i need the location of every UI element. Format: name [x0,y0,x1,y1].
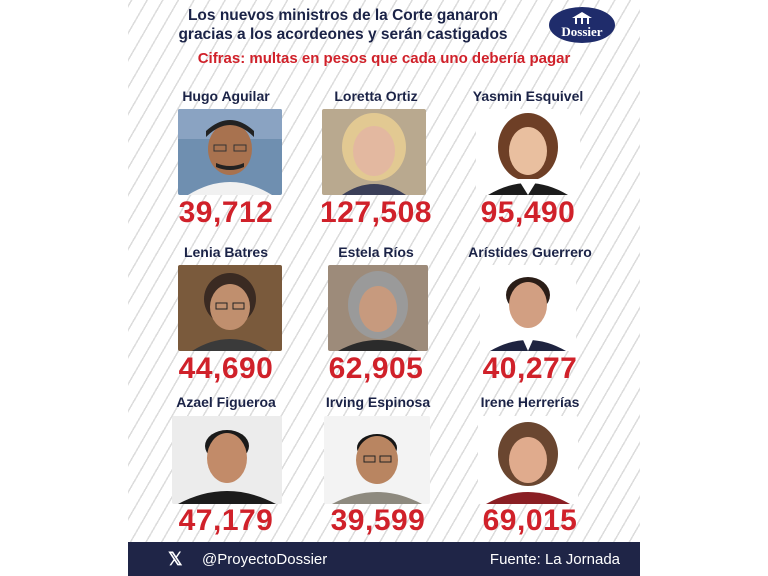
minister-photo [480,265,576,351]
title-line-1: Los nuevos ministros de la Corte ganaron [187,7,499,24]
minister-name: Hugo Aguilar [182,88,270,104]
minister-photo [178,109,282,195]
minister-photo [178,265,282,351]
minister-name: Yasmin Esquivel [472,88,584,104]
fine-amount: 69,015 [482,504,578,537]
logo-text: Dossier [561,24,603,39]
minister-card [296,244,456,394]
minister-card [146,244,306,394]
minister-photo [172,416,282,504]
dossier-logo [548,6,616,44]
minister-name: Azael Figueroa [176,394,276,410]
minister-card [146,394,306,542]
minister-card [146,88,306,238]
minister-card [448,88,608,238]
fine-amount: 40,277 [482,352,578,385]
fine-amount: 39,712 [178,196,274,229]
source-credit: Fuente: La Jornada [489,551,620,568]
fine-amount: 95,490 [480,196,576,229]
minister-name: Irene Herrerías [480,394,580,410]
minister-card [298,394,458,542]
fine-amount: 127,508 [320,196,432,229]
fine-amount: 44,690 [178,352,274,385]
minister-name: Arístides Guerrero [468,244,592,260]
fine-amount: 62,905 [328,352,424,385]
minister-photo [476,109,580,195]
infographic-card [128,0,640,576]
social-handle: @ProyectoDossier [202,551,328,568]
fine-amount: 47,179 [178,504,274,537]
title-line-2: gracias a los acordeones y serán castigados [178,26,508,43]
minister-photo [328,265,428,351]
page-title [128,6,558,44]
minister-photo [324,416,430,504]
minister-photo [322,109,426,195]
minister-photo [478,416,578,504]
subtitle: Cifras: multas en pesos que cada uno debería pagar [197,50,571,67]
minister-name: Lenia Batres [183,244,269,260]
minister-name: Loretta Ortiz [334,88,418,104]
footer-bar [128,542,640,576]
minister-card [450,244,610,394]
minister-card [296,88,456,238]
x-logo-icon: 𝕏 [168,549,183,569]
minister-name: Irving Espinosa [325,394,431,410]
minister-card [450,394,610,542]
fine-amount: 39,599 [330,504,426,537]
minister-name: Estela Ríos [338,244,414,260]
